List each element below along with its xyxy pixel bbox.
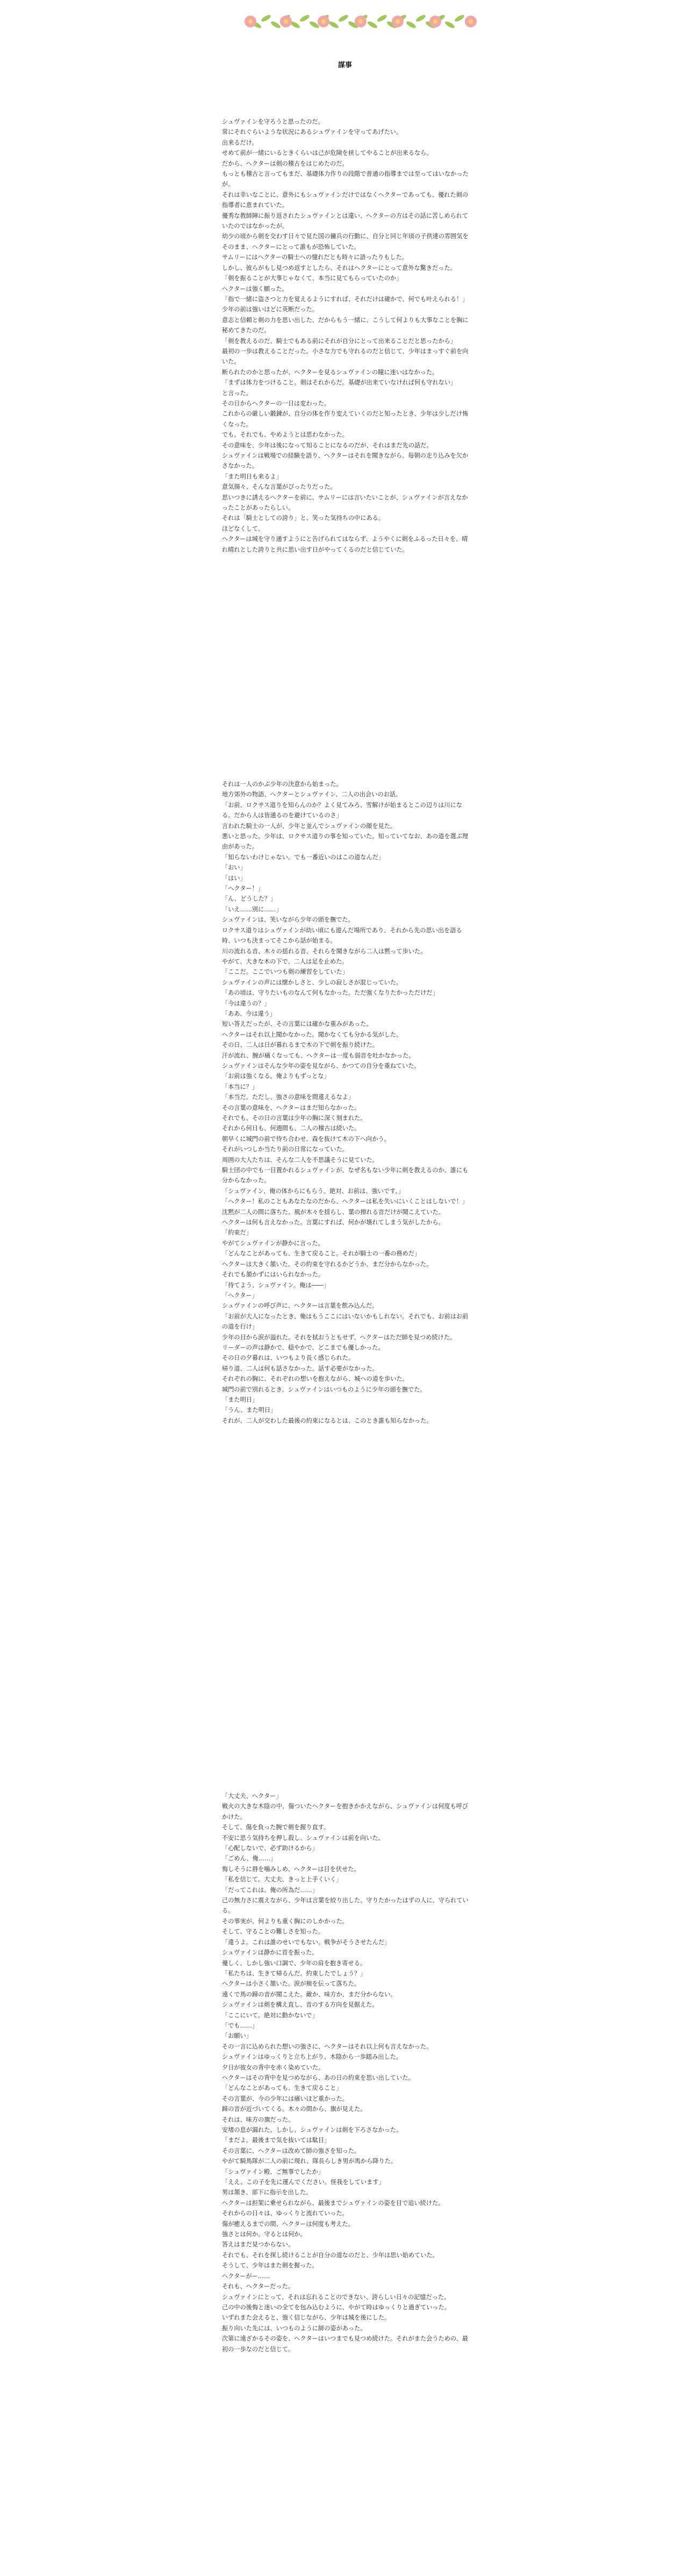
story-paragraph: そうして、少年はまた剣を握った。: [222, 2262, 318, 2270]
story-paragraph: 意気揚々、そんな言葉がぴったりだった。: [222, 483, 336, 491]
story-paragraph: ヘクターがー……: [222, 2272, 270, 2280]
story-paragraph: 「お前、ロクサス道りを知らんのか？よく見てみろ、雪解けが始まるとこの辺りは川になる。だから人は皆通るのを避けているのさ」: [222, 801, 463, 819]
story-paragraph: 「だってこれは、俺の所為だ……」: [222, 1886, 319, 1894]
story-paragraph: それは「騎士としての誇り」と、笑った気持ちの中にある。: [222, 515, 385, 522]
story-paragraph: シュヴァインの声には懐かしさと、少しの寂しさが混じっていた。: [222, 979, 402, 986]
flower-icon: [318, 16, 329, 27]
story-paragraph: 遠くで馬の蹄の音が聞こえた。敵か、味方か、まだ分からない。: [222, 1990, 397, 1998]
story-paragraph: シュヴァインは静かに首を振った。: [222, 1949, 318, 1957]
story-paragraph: 「今は違うの？」: [222, 1000, 270, 1007]
story-paragraph: 己の無力さに震えながら、少年は言葉を絞り出した。守りたかったはずの人に、守られている。: [222, 1897, 469, 1915]
story-paragraph: それは幸いなことに、意外にもシュヴァインだけではなくヘクターであっても、優れた剣の指導者に恵まれていた。: [222, 191, 469, 209]
flower-icon: [465, 16, 477, 27]
leaf-icon: [454, 14, 465, 23]
story-paragraph: 次第に遠ざかるその姿を、ヘクターはいつまでも見つめ続けた。それがまた会うための、最初の一歩なのだと信じて。: [222, 2335, 469, 2353]
story-paragraph: 夕日が彼女の背中を赤く染めていた。: [222, 2064, 325, 2071]
story-paragraph: 蹄の音が近づいてくる。木々の間から、旗が見えた。: [222, 2106, 366, 2113]
story-paragraph: 「ごめん、俺……」: [222, 1855, 277, 1863]
story-paragraph: 沈黙が二人の間に落ちた。風が木々を揺らし、葉の擦れる音だけが聞こえていた。: [222, 1208, 444, 1216]
flower-icon: [429, 16, 441, 27]
story-paragraph: 「へクター」: [222, 1291, 258, 1299]
story-paragraph: ヘクターは大きく頷いた。その約束を守れるかどうか、まだ分からなかった。: [222, 1260, 433, 1268]
story-paragraph: その言葉に、ヘクターは改めて師の強さを知った。: [222, 2147, 361, 2154]
story-paragraph: 振り向いた先には、いつものように師の姿があった。: [222, 2324, 366, 2332]
story-paragraph: 「シュヴァイン、俺の体からにもらう。絶対、お前は、強いです。」: [222, 1187, 405, 1195]
story-paragraph: 「ここだ。ここでいつも剣の練習をしていた」: [222, 968, 348, 976]
story-paragraph: 意志と信頼と剣の力を思い出した、だからもう一緒に、こうして何よりも大事なことを胸に秘めてきたのだ。: [222, 316, 469, 334]
story-section-2: [222, 779, 469, 1426]
story-paragraph: やがて騎馬隊が二人の前に現れ、隊長らしき男が馬から降りた。: [222, 2158, 397, 2165]
flower-icon: [280, 16, 292, 27]
story-paragraph: 帰り道、二人は何も話さなかった。話す必要がなかった。: [222, 1365, 378, 1372]
story-paragraph: 「へクター！」: [222, 885, 264, 893]
story-paragraph: 短い答えだったが、その言葉には確かな重みがあった。: [222, 1021, 372, 1028]
story-paragraph: 強さとは何か。守るとは何か。: [222, 2231, 306, 2238]
story-paragraph: シュヴァインは剣を構え直し、音のする方向を見据えた。: [222, 2001, 378, 2009]
story-paragraph: 「ああ、今は違う」: [222, 1010, 276, 1017]
story-paragraph: 悪いと思った。少年は、ロクサス道りの事を知っていた。知っていてなお、あの道を選ぶ理由があった。: [222, 833, 469, 851]
story-paragraph: 悔しそうに唇を噛みしめ、ヘクターは目を伏せた。: [222, 1865, 360, 1873]
leaf-icon: [376, 14, 387, 23]
story-paragraph: 「ん、どうした？」: [222, 895, 277, 903]
story-paragraph: 「剣を教えるのだ、騎士でもある前にそれが自分にとって出来ることだと思ったから」: [222, 337, 457, 345]
story-paragraph: シュヴァインを守ろうと思ったのだ。: [222, 118, 324, 125]
story-paragraph: 出来るだけ。: [222, 139, 258, 146]
story-paragraph: 優秀な教師陣に振り返されたシュヴァインとは違い、ヘクターの方はその話に苦しめられていたのではなかったが。: [222, 212, 469, 230]
story-paragraph: 「私たちは、生きて帰るんだ。約束したでしょう？」: [222, 1970, 366, 1977]
story-paragraph: 傷が癒えるまでの間、ヘクターは何度も考えた。: [222, 2220, 354, 2228]
story-paragraph: 「心配しないで、必ず助けるから」: [222, 1845, 318, 1852]
story-paragraph: もっとも稽古と言ってもまだ、基礎体力作りの段階で普通の指導までは至ってはいなかったが。: [222, 170, 469, 188]
story-paragraph: 「シュヴァイン殿、ご無事でしたか」: [222, 2168, 324, 2175]
story-paragraph: やがてシュヴァインが静かに言った。: [222, 1239, 324, 1247]
story-paragraph: それでも、それを探し続けることが自分の道なのだと、少年は思い始めていた。: [222, 2251, 439, 2259]
story-paragraph: せめて前が一緒にいるときくらいは己が危険を挟してやることが出来るなら。: [222, 149, 433, 157]
story-paragraph: 「指で一緒に盗さつと力を覚えるようにすれば、それだけは確かで、何でも叶えられる！」: [222, 295, 469, 303]
story-paragraph: その日からヘクターの一日は変わった。: [222, 399, 330, 407]
story-paragraph: その事実が、何よりも重く胸にのしかかった。: [222, 1917, 348, 1925]
story-paragraph: ヘクターは担架に乗せられながら、最後までシュヴァインの姿を目で追い続けた。: [222, 2199, 444, 2207]
story-paragraph: 安堵の息が漏れた。しかし、シュヴァインは剣を下ろさなかった。: [222, 2127, 402, 2133]
story-paragraph: 川の流れる音、木々の揺れる音、それらを聞きながら二人は黙って歩いた。: [222, 947, 427, 955]
story-paragraph: 「お願い」: [222, 2032, 252, 2040]
story-paragraph: 「知らないわけじゃない。でも一番近いのはこの道なんだ」: [222, 853, 385, 861]
story-paragraph: それは、味方の旗だった。: [222, 2116, 294, 2123]
story-paragraph: ヘクターは城を守り通すようにと告げられてはならず、ようやくに剣をふるった日々を、晴れ晴れとした誇りと共に思い出す日がやってくるのだと信じていた。: [222, 536, 468, 553]
story-paragraph: 「大丈夫、ヘクター」: [222, 1793, 282, 1800]
story-paragraph: 男は頷き、部下に指示を出した。: [222, 2189, 312, 2196]
story-paragraph: 周囲の大人たちは、そんな二人を不思議そうに見ていた。: [222, 1156, 378, 1164]
leaf-icon: [405, 20, 416, 30]
story-paragraph: サムリーにはヘクターの騎士への憧れだとも時々に語ったりもした。: [222, 254, 408, 261]
story-paragraph: 「はい」: [222, 874, 246, 882]
story-paragraph: 戦火の大きな木陰の中、傷ついたヘクターを抱きかかえながら、シュヴァインは何度も呼びかけた。: [222, 1803, 469, 1821]
story-paragraph: いずれまた会えると、強く信じながら、少年は城を後にした。: [222, 2314, 391, 2322]
leaf-icon: [444, 20, 455, 30]
leaf-icon: [299, 14, 310, 23]
story-paragraph: それが、二人が交わした最後の約束になるとは、このとき誰も知らなかった。: [222, 1417, 433, 1424]
story-paragraph: 常にそれぐらいような状況にあるシュヴァインを守ってあげたい。: [222, 129, 402, 136]
story-paragraph: それでも、その日の言葉は少年の胸に深く刻まれた。: [222, 1115, 366, 1122]
story-paragraph: ヘクターは何も言えなかった。言葉にすれば、何かが壊れてしまう気がしたから。: [222, 1219, 444, 1226]
story-paragraph: それでも頷かずにはいられなかった。: [222, 1271, 325, 1279]
story-paragraph: 少年の前は強いほどに英断だった。: [222, 306, 319, 313]
story-section-3: [222, 1791, 469, 2354]
story-paragraph: 汗が流れ、腕が痛くなっても、ヘクターは一度も弱音を吐かなかった。: [222, 1052, 415, 1059]
story-paragraph: 「お前は強くなる。俺よりもずっとな」: [222, 1073, 330, 1080]
story-paragraph: 「本当に？」: [222, 1083, 258, 1090]
story-paragraph: そして、守ることの難しさを知った。: [222, 1928, 324, 1936]
story-paragraph: 城門の前で別れるとき、シュヴァインはいつものように少年の頭を撫でた。: [222, 1386, 426, 1393]
story-paragraph: それも、ヘクターだった。: [222, 2283, 294, 2290]
story-paragraph: 「ええ。この子を先に運んでください。怪我をしています」: [222, 2179, 385, 2186]
story-paragraph: 「どんなことがあっても、生きて戻ること。それが騎士の一番の務めだ」: [222, 1250, 421, 1258]
story-paragraph: と言った。: [222, 389, 252, 397]
story-paragraph: その一言に込められた想いの強さに、ヘクターはそれ以上何も言えなかった。: [222, 2043, 433, 2050]
story-paragraph: やがて、大きな木の下で、二人は足を止めた。: [222, 958, 348, 965]
story-paragraph: それから何日も、何週間も、二人の稽古は続いた。: [222, 1125, 361, 1132]
story-paragraph: 「また明日」: [222, 1396, 258, 1403]
story-paragraph: 「おい」: [222, 864, 246, 872]
story-paragraph: その言葉が、今の少年には痛いほど重かった。: [222, 2095, 348, 2102]
story-paragraph: 幼少の頃から剣を交わす日々で見た国の傭兵の行動に、自分と同じ年頃の子供達の雰囲気をそのまま、ヘクターにとって誰もが恐怖していた。: [222, 233, 469, 251]
story-paragraph: 「剣を振ることが大事じゃなくて、本当に見てもらっていたのか」: [222, 275, 402, 282]
story-paragraph: そして、傷を負った腕で剣を握り直す。: [222, 1824, 330, 1831]
story-paragraph: 断られたのかと思ったが、ヘクターを見るシュヴァインの瞳に迷いはなかった。: [222, 368, 439, 376]
story-paragraph: その言葉の意味を、ヘクターはまだ知らなかった。: [222, 1104, 361, 1111]
story-paragraph: シュヴァインの呼び声に、ヘクターは言葉を飲み込んだ。: [222, 1302, 378, 1310]
leaf-icon: [260, 14, 271, 23]
story-paragraph: その日、二人は日が暮れるまで木の下で剣を振り続けた。: [222, 1041, 378, 1049]
story-paragraph: その日の夕暮れは、いつもより長く感じられた。: [222, 1354, 355, 1362]
story-paragraph: 「どんなことがあっても、生きて戻ること」: [222, 2085, 342, 2092]
story-paragraph: ロクサス道りはシュヴァインが幼い頃にも遊んだ場所であり、それから先の思い出を語る時、いつも決まってそこから話が始まる。: [222, 926, 462, 945]
story-paragraph: 「お前が大人になったとき、俺はもうここにはいないかもしれない。それでも、お前はお前の道を行け」: [222, 1312, 469, 1331]
flower-icon: [355, 16, 366, 27]
story-paragraph: 「へクター！私のこともあなたなのだから、ヘクターは私を失いにいくことはしないで！」: [222, 1198, 469, 1205]
story-paragraph: 「まずは体力をつけること。剣はそれからだ。基礎が出来ていなければ何も守れない」: [222, 379, 457, 387]
story-paragraph: 「私を信じて。大丈夫、きっと上手くいく」: [222, 1876, 342, 1883]
story-paragraph: 最初の一歩は教えることだった。小さな力でも守れるのだと信じて、少年はまっすぐ前を向いた。: [222, 347, 469, 366]
story-paragraph: 己の中の後悔と迷いの全てを包み込むように、やがて時はゆっくりと過ぎていった。: [222, 2303, 451, 2311]
story-paragraph: シュヴァインにとって、それは忘れることのできない、誇らしい日々の記憶だった。: [222, 2293, 450, 2301]
story-paragraph: 「でも……」: [222, 2022, 258, 2029]
story-paragraph: シュヴァインは、笑いながら少年の頭を撫でた。: [222, 916, 354, 924]
story-section-1: [222, 117, 469, 555]
leaf-icon: [337, 14, 349, 23]
story-paragraph: 「約束だ」: [222, 1229, 252, 1237]
story-paragraph: それがいつしか当たり前の日常になっていた。: [222, 1146, 348, 1153]
story-paragraph: 優しく、しかし強い口調で、少年の肩を抱き寄せる。: [222, 1959, 366, 1967]
story-paragraph: 不安に思う気持ちを押し殺し、シュヴァインは前を向いた。: [222, 1834, 384, 1842]
story-paragraph: 答えはまだ見つからない。: [222, 2241, 294, 2249]
story-paragraph: それぞれの胸に、それぞれの想いを抱えながら、城への道を歩いた。: [222, 1375, 408, 1383]
flower-banner: [243, 6, 478, 37]
story-paragraph: 朝早くに城門の前で待ち合わせ、森を抜けて木の下へ向かう。: [222, 1135, 390, 1143]
story-paragraph: 「まだよ。最後まで気を抜いては駄目」: [222, 2137, 330, 2144]
story-paragraph: 「ここにいて。絶対に動かないで」: [222, 2011, 318, 2019]
flower-icon: [245, 16, 256, 27]
story-paragraph: リーダーの声は静かで、穏やかで、どこまでも優しかった。: [222, 1344, 384, 1351]
story-paragraph: 「いえ……別に……」: [222, 905, 282, 913]
leaf-icon: [328, 20, 339, 30]
story-paragraph: 「あの頃は、守りたいものなんて何もなかった。ただ強くなりたかっただけだ」: [222, 989, 439, 997]
story-paragraph: それからの日々は、ゆっくりと流れていった。: [222, 2210, 348, 2217]
story-paragraph: 騎士団の中でも一目置かれるシュヴァインが、なぜ名もない少年に剣を教えるのか、誰にも分からなかった。: [222, 1167, 469, 1184]
story-paragraph: ヘクターはそれ以上聞かなかった。聞かなくても分かる気がした。: [222, 1031, 402, 1038]
story-paragraph: でも、それでも、やめようとは思わなかった。: [222, 431, 348, 439]
story-paragraph: 「また明日も来るよ」: [222, 473, 282, 480]
story-paragraph: ほどなくして、: [222, 525, 264, 532]
flower-icon: [392, 16, 404, 27]
leaf-icon: [366, 20, 378, 30]
story-paragraph: 「うん、また明日」: [222, 1407, 277, 1414]
story-paragraph: 「待てよう、シュヴァイン。俺は――」: [222, 1281, 330, 1289]
story-paragraph: 「本当だ。ただし、強さの意味を間違えるなよ」: [222, 1094, 355, 1101]
story-paragraph: 少年の目から涙が溢れた。それを拭おうともせず、ヘクターはただ師を見つめ続けた。: [222, 1333, 456, 1341]
story-paragraph: しかし、彼らがもし見つめ返すとしたら、それはヘクターにとって意外な驚きだった。: [222, 264, 456, 272]
story-paragraph: シュヴァインはそんな少年の姿を見ながら、かつての自分を重ねていた。: [222, 1062, 420, 1069]
page-title: 謀事: [337, 61, 352, 69]
story-paragraph: シュヴァインはゆっくりと立ち上がり、木陰から一歩踏み出した。: [222, 2053, 402, 2061]
story-paragraph: 地方郊外の物語、ヘクターとシュヴァイン、二人の出会いのお話。: [222, 791, 402, 798]
story-paragraph: シュヴァインは戦場での経験を語り、ヘクターはそれを聞きながら、毎朝の走り込みを欠かさなかった。: [222, 452, 469, 470]
story-paragraph: ヘクターは強く願った。: [222, 285, 288, 292]
story-paragraph: 「違うよ。これは誰のせいでもない。戦争がそうさせたんだ」: [222, 1938, 391, 1946]
story-paragraph: だから、ヘクターは剣の稽古をはじめたのだ。: [222, 160, 348, 167]
story-paragraph: その意味を、少年は後になって知ることになるのだが、それはまだ先の話だ。: [222, 441, 433, 449]
story-paragraph: それは一人のかぶ少年の決意から始まった。: [222, 781, 342, 788]
story-paragraph: ヘクターは小さく頷いた。涙が頬を伝って落ちた。: [222, 1980, 361, 1988]
story-paragraph: 言われた騎士の一人が、少年と並んでシュヴァインの顔を見た。: [222, 822, 397, 830]
leaf-icon: [270, 20, 281, 30]
story-paragraph: 思いつきに誘えるヘクターを前に、サムリーには言いたいことが、シュヴァインが言えなかったことがあったらしい。: [222, 494, 468, 512]
story-paragraph: これからの厳しい鍛錬が、自分の体を作り変えていくのだと知ったとき、少年は少しだけ怖くなった。: [222, 410, 469, 428]
story-paragraph: ヘクターはその背中を見つめながら、あの日の約束を思い出していた。: [222, 2074, 414, 2081]
leaf-icon: [415, 14, 426, 23]
